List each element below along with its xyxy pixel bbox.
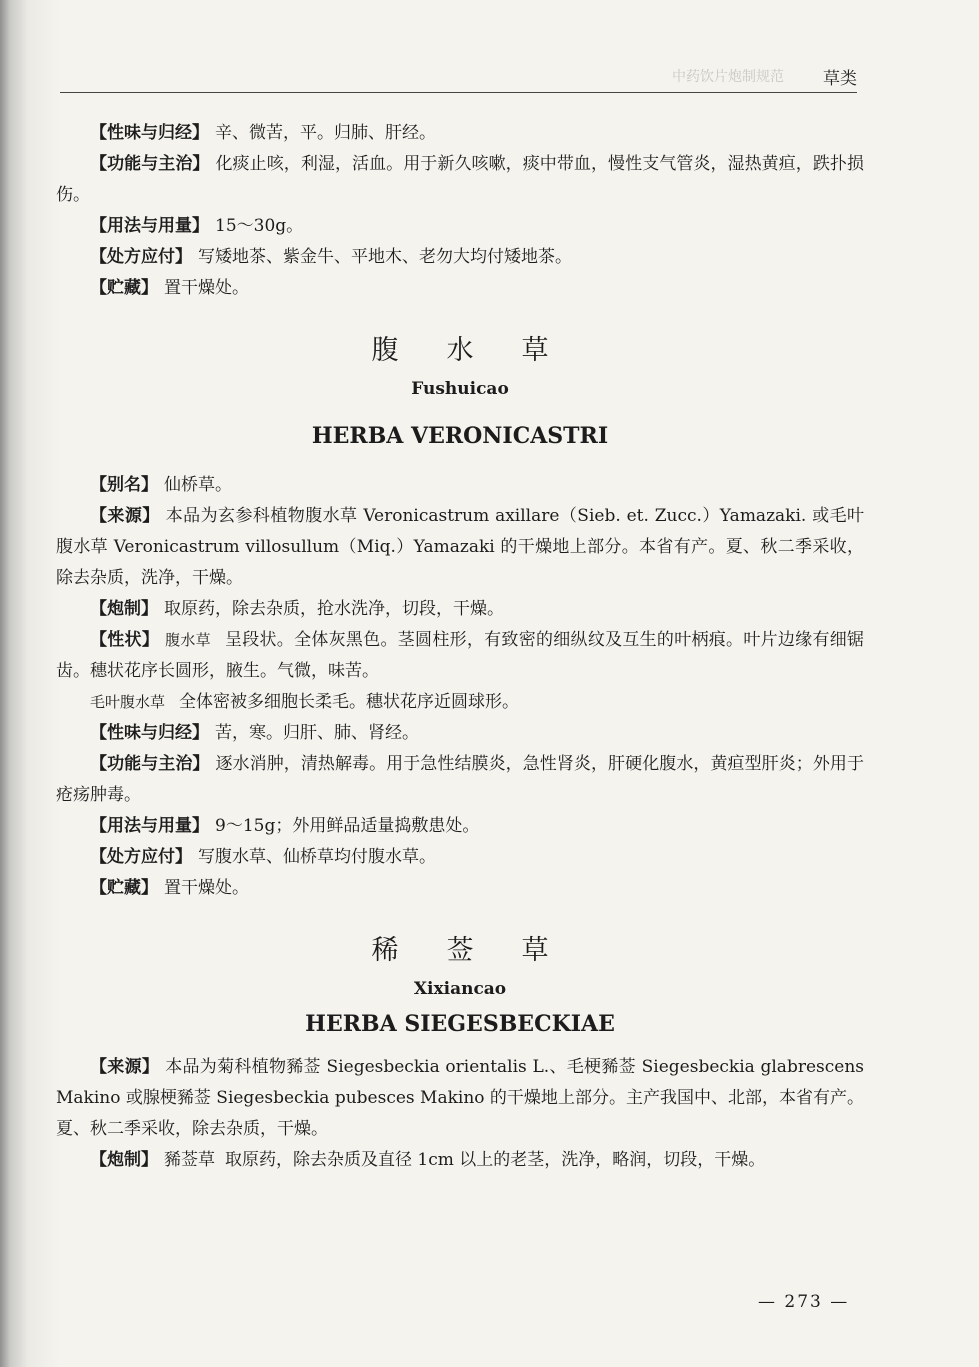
label: 【炮制】 (90, 1150, 158, 1170)
entry-b-title-latin: HERBA VERONICASTRI (311, 423, 609, 449)
running-head (60, 60, 857, 93)
entry-b-gongneng (56, 749, 864, 811)
entry-a-chufang (56, 242, 864, 273)
text: 化痰止咳，利湿，活血。用于新久咳嗽，痰中带血，慢性支气管炎，湿热黄疸，跌扑损伤。 (56, 154, 865, 205)
text: 写腹水草、仙桥草均付腹水草。 (198, 847, 436, 867)
text: 写矮地茶、紫金牛、平地木、老勿大均付矮地茶。 (198, 247, 572, 267)
text: 置干燥处。 (164, 278, 249, 298)
label: 【处方应付】 (90, 847, 192, 867)
sub-label: 豨莶草 (164, 1150, 215, 1170)
entry-b-laiyuan (56, 501, 864, 594)
page-number: — 273 — (758, 1292, 850, 1312)
text: 置干燥处。 (164, 878, 249, 898)
entry-c-title-chinese: 稀莶草 (371, 935, 597, 966)
entry-b-title-chinese: 腹水草 (371, 335, 597, 366)
entry-b-zhucang (56, 873, 864, 904)
text: 本品为菊科植物豨莶 Siegesbeckia orientalis L.、毛梗豨莶 Siegesbeckia glabrescens Makino 或腺梗豨莶 Siegesbeckia pubesces Makino 的干燥地上部分。主产我国中、北部，本省有产。夏、秋二季采收，除去杂质，干燥。 (56, 1057, 864, 1139)
text: 9～15g；外用鲜品适量捣敷患处。 (215, 816, 480, 836)
text: 取原药，除去杂质及直径 1cm 以上的老茎，洗净，略润，切段，干燥。 (225, 1150, 766, 1170)
entry-b-xingzhuang-2 (56, 687, 864, 718)
label: 【功能与主治】 (90, 754, 210, 774)
label: 【别名】 (90, 475, 158, 495)
entry-a-zhucang (56, 273, 864, 304)
label: 【性味与归经】 (90, 123, 209, 143)
entry-a-yongfa (56, 211, 864, 242)
text: 取原药，除去杂质，抢水洗净，切段，干燥。 (164, 599, 504, 619)
entry-b-yongfa (56, 811, 864, 842)
label: 【用法与用量】 (90, 216, 209, 236)
label: 【来源】 (90, 506, 160, 526)
entry-c-laiyuan (56, 1052, 864, 1145)
entry-b-chufang (56, 842, 864, 873)
text: 苦，寒。归肝、肺、肾经。 (215, 723, 419, 743)
entry-c-title-pinyin: Xixiancao (413, 979, 507, 999)
entry-b-paozhi (56, 594, 864, 625)
text: 仙桥草。 (164, 475, 232, 495)
entry-c-title-latin: HERBA SIEGESBECKIAE (305, 1011, 615, 1037)
entry-b-bieming (56, 470, 864, 501)
entry-a-gongneng (56, 149, 864, 211)
text: 呈段状。全体灰黑色。茎圆柱形，有致密的细纵纹及互生的叶柄痕。叶片边缘有细锯齿。穗状花序长圆形，腋生。气微，味苦。 (56, 630, 865, 681)
running-head-section: 草类 (823, 69, 857, 89)
running-head-left: 中药饮片炮制规范 (672, 69, 784, 85)
label: 【炮制】 (90, 599, 158, 619)
entry-b-xingwei (56, 718, 864, 749)
entry-b-title-pinyin: Fushuicao (411, 379, 509, 399)
sub-label: 毛叶腹水草 (90, 693, 166, 711)
label: 【来源】 (90, 1057, 160, 1077)
entry-c-paozhi (56, 1145, 864, 1176)
entry-a-xingwei (56, 118, 864, 149)
label: 【用法与用量】 (90, 816, 209, 836)
text: 全体密被多细胞长柔毛。穗状花序近圆球形。 (179, 692, 520, 712)
label: 【贮藏】 (90, 278, 158, 298)
text: 本品为玄参科植物腹水草 Veronicastrum axillare（Sieb. et. Zucc.）Yamazaki. 或毛叶腹水草 Veronicastrum villosullum（Miq.）Yamazaki 的干燥地上部分。本省有产。夏、秋二季采收，除去杂质，洗净，干燥。 (56, 506, 865, 588)
label: 【贮藏】 (90, 878, 158, 898)
label: 【性味与归经】 (90, 723, 209, 743)
text: 15～30g。 (215, 216, 304, 236)
text: 辛、微苦，平。归肺、肝经。 (215, 123, 436, 143)
label: 【处方应付】 (90, 247, 192, 267)
label: 【性状】 (90, 630, 160, 650)
sub-label: 腹水草 (165, 631, 211, 649)
label: 【功能与主治】 (90, 154, 210, 174)
entry-b-xingzhuang (56, 625, 864, 687)
page-body (56, 118, 864, 1176)
text: 逐水消肿，清热解毒。用于急性结膜炎，急性肾炎，肝硬化腹水，黄疸型肝炎；外用于疮疡肿毒。 (56, 754, 865, 805)
